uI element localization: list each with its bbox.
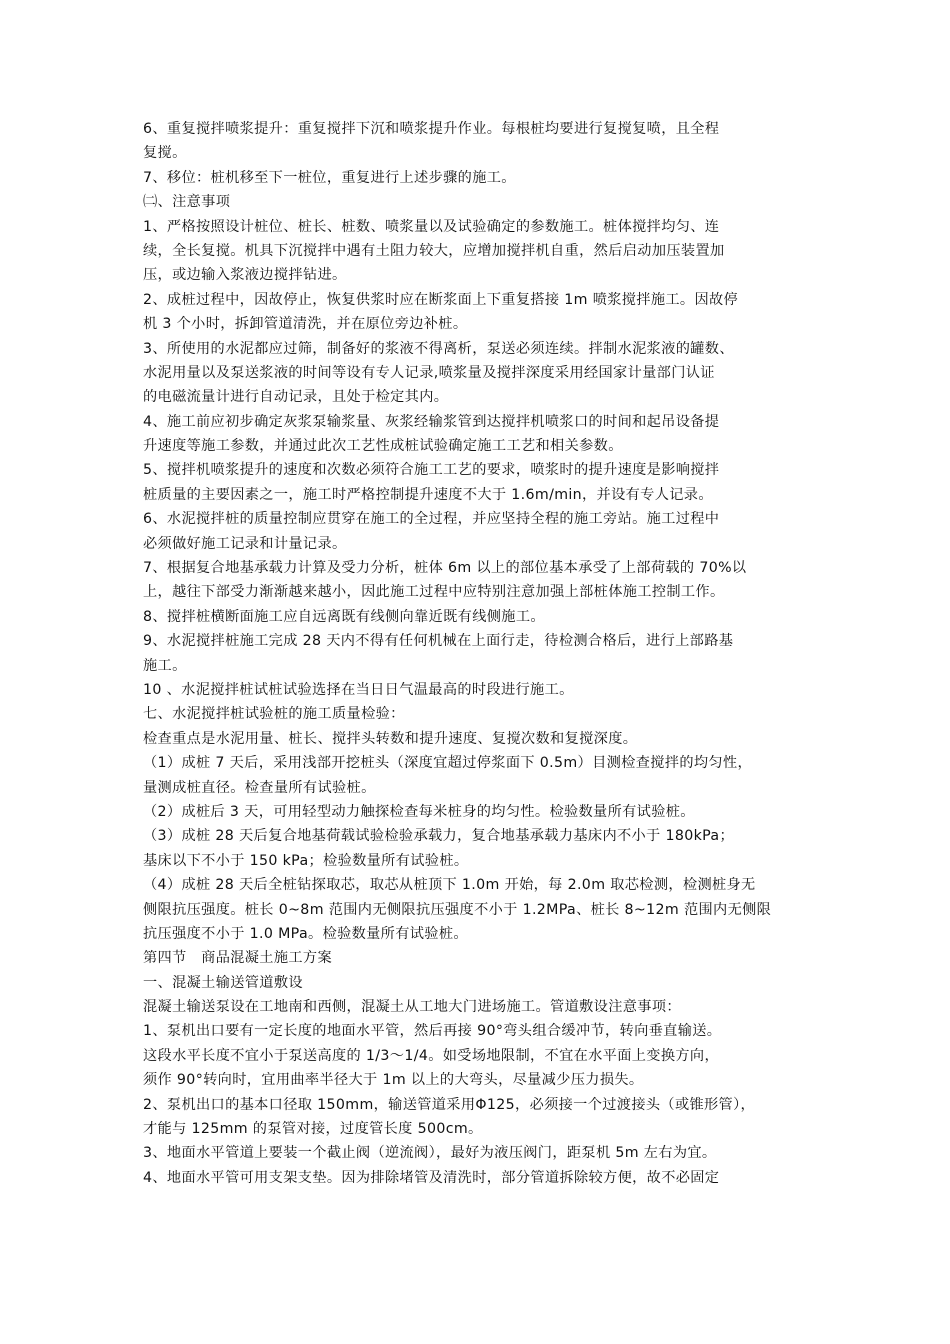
text-line: （2）成桩后 3 天，可用轻型动力触探检查每米桩身的均匀性。检验数量所有试验桩。 [143, 803, 695, 820]
text-line: 10 、水泥搅拌桩试桩试验选择在当日日气温最高的时段进行施工。 [143, 681, 574, 698]
text-line: 压，或边输入浆液边搅拌钻进。 [143, 267, 347, 284]
text-line: 复搅。 [143, 145, 187, 162]
text-line: （1）成桩 7 天后，采用浅部开挖桩头（深度宜超过停浆面下 0.5m）目测检查搅拌的均匀性， [143, 755, 753, 772]
section-heading: 一、混凝土输送管道敷设 [143, 974, 303, 991]
text-line: 3、地面水平管道上要装一个截止阀（逆流阀），最好为液压阀门，距泵机 5m 左右为宜。 [143, 1145, 717, 1162]
text-line: 6、水泥搅拌桩的质量控制应贯穿在施工的全过程，并应坚持全程的施工旁站。施工过程中 [143, 511, 720, 528]
text-line: 抗压强度不小于 1.0 MPa。检验数量所有试验桩。 [143, 925, 468, 942]
text-line: 桩质量的主要因素之一，施工时严格控制提升速度不大于 1.6m/min，并设有专人记录。 [143, 486, 713, 503]
section-heading: 七、水泥搅拌桩试验桩的施工质量检验： [143, 706, 405, 723]
text-line: 2、泵机出口的基本口径取 150mm，输送管道采用Φ125，必须接一个过渡接头（或锥形管）， [143, 1096, 756, 1113]
text-line: （3）成桩 28 天后复合地基荷载试验检验承载力，复合地基承载力基床内不小于 180kPa； [143, 828, 734, 845]
text-line: 5、搅拌机喷浆提升的速度和次数必须符合施工工艺的要求，喷浆时的提升速度是影响搅拌 [143, 462, 720, 479]
text-line: 上，越往下部受力渐渐越来越小，因此施工过程中应特别注意加强上部桩体施工控制工作。 [143, 584, 725, 601]
text-line: 4、地面水平管可用支架支垫。因为排除堵管及清洗时，部分管道拆除较方便，故不必固定 [143, 1169, 720, 1186]
text-line: 水泥用量以及泵送浆液的时间等设有专人记录,喷浆量及搅拌深度采用经国家计量部门认证 [143, 364, 715, 381]
text-line: 混凝土输送泵设在工地南和西侧，混凝土从工地大门进场施工。管道敷设注意事项： [143, 999, 681, 1016]
text-line: 8、搅拌桩横断面施工应自远离既有线侧向靠近既有线侧施工。 [143, 608, 545, 625]
text-line: 升速度等施工参数，并通过此次工艺性成桩试验确定施工工艺和相关参数。 [143, 438, 623, 455]
text-line: 的电磁流量计进行自动记录，且处于检定其内。 [143, 389, 449, 406]
text-line: 1、泵机出口要有一定长度的地面水平管，然后再接 90°弯头组合缓冲节，转向垂直输送。 [143, 1023, 722, 1040]
document-body [143, 117, 815, 1190]
text-line: 基床以下不小于 150 kPa；检验数量所有试验桩。 [143, 852, 469, 869]
text-line: 检查重点是水泥用量、桩长、搅拌头转数和提升速度、复搅次数和复搅深度。 [143, 730, 638, 747]
text-line: 1、严格按照设计桩位、桩长、桩数、喷浆量以及试验确定的参数施工。桩体搅拌均匀、连 [143, 218, 720, 235]
text-line: 6、重复搅拌喷浆提升：重复搅拌下沉和喷浆提升作业。每根桩均要进行复搅复喷，且全程 [143, 121, 720, 137]
text-line: 这段水平长度不宜小于泵送高度的 1/3～1/4。如受场地限制，不宜在水平面上变换方向， [143, 1047, 719, 1064]
text-line: 机 3 个小时，拆卸管道清洗，并在原位旁边补桩。 [143, 316, 468, 333]
text-line: 7、根据复合地基承载力计算及受力分析，桩体 6m 以上的部位基本承受了上部荷载的 70%以 [143, 560, 747, 577]
text-line: 续，全长复搅。机具下沉搅拌中遇有土阻力较大，应增加搅拌机自重，然后启动加压装置加 [143, 242, 725, 259]
text-line: （4）成桩 28 天后全桩钻探取芯，取芯从桩顶下 1.0m 开始，每 2.0m 取芯检测，检测桩身无 [143, 877, 756, 894]
text-line: 必须做好施工记录和计量记录。 [143, 535, 347, 552]
text-line: 量测成桩直径。检查量所有试验桩。 [143, 779, 376, 796]
section-heading: ㈡、注意事项 [143, 194, 231, 211]
text-line: 4、施工前应初步确定灰浆泵输浆量、灰浆经输浆管到达搅拌机喷浆口的时间和起吊设备提 [143, 413, 720, 430]
text-line: 7、移位：桩机移至下一桩位，重复进行上述步骤的施工。 [143, 169, 516, 186]
text-line: 9、水泥搅拌桩施工完成 28 天内不得有任何机械在上面行走，待检测合格后，进行上部路基 [143, 633, 734, 650]
text-line: 3、所使用的水泥都应过筛，制备好的浆液不得离析，泵送必须连续。拌制水泥浆液的罐数、 [143, 340, 734, 357]
chapter-heading: 第四节 商品混凝土施工方案 [143, 950, 332, 967]
text-line: 施工。 [143, 657, 187, 674]
text-line: 才能与 125mm 的泵管对接，过度管长度 500cm。 [143, 1121, 483, 1138]
text-line: 2、成桩过程中，因故停止，恢复供浆时应在断浆面上下重复搭接 1m 喷浆搅拌施工。因故停 [143, 291, 739, 308]
text-line: 须作 90°转向时，宜用曲率半径大于 1m 以上的大弯头，尽量减少压力损失。 [143, 1072, 644, 1089]
text-line: 侧限抗压强度。桩长 0~8m 范围内无侧限抗压强度不小于 1.2MPa、桩长 8~12m 范围内无侧限 [143, 901, 772, 918]
